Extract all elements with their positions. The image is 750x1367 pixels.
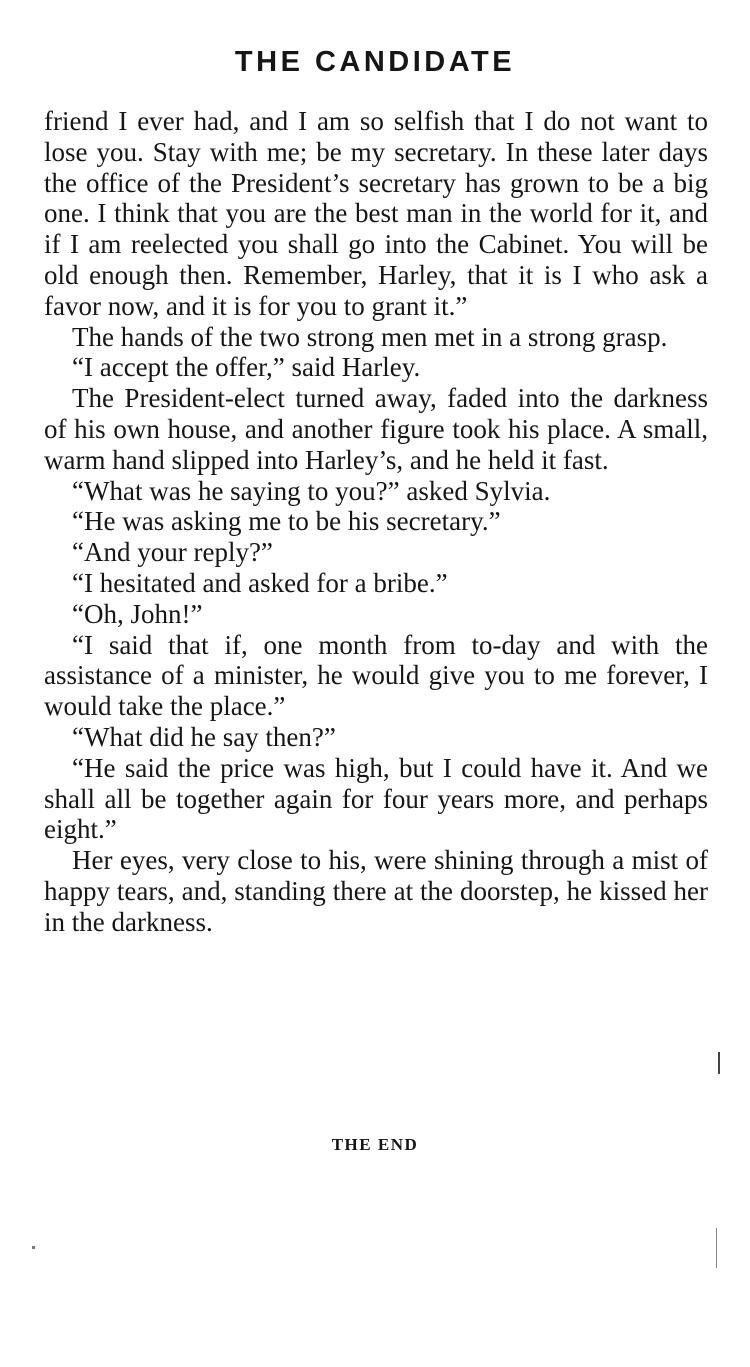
paragraph: The President-elect turned away, faded into the darkness of his own house, and another figure took his place. A small, warm hand slipped into Harley’s, and he held it fast.	[44, 383, 708, 475]
body-text	[44, 106, 708, 938]
paragraph: “Oh, John!”	[72, 598, 203, 629]
paragraph: “I hesitated and asked for a bribe.”	[72, 567, 448, 598]
scan-artifact	[32, 1246, 35, 1249]
paragraph: The hands of the two strong men met in a strong grasp.	[72, 321, 668, 352]
paragraph: “What was he saying to you?” asked Sylvia.	[72, 475, 551, 506]
page-running-title: THE CANDIDATE	[234, 46, 516, 78]
paragraph: “I said that if, one month from to-day and with the assistance of a minister, he would give you to me forever, I would take the place.”	[44, 629, 708, 722]
paragraph: friend I ever had, and I am so selfish that I do not want to lose you. Stay with me; be my secretary. In these later days the office of the President’s secretary has grown to be a big one. I think that you are the best man in the world for it, and if I am reelected you shall go into the Cabinet. You will be old enough then. Remember, Harley, that it is I who ask a favor now, and it is for you to grant it.”	[44, 106, 708, 321]
the-end-label: THE END	[331, 1135, 419, 1154]
paragraph: “I accept the offer,” said Harley.	[72, 352, 421, 383]
paragraph: “What did he say then?”	[72, 721, 336, 752]
scan-artifact	[718, 1052, 720, 1074]
paragraph: “He said the price was high, but I could have it. And we shall all be together again for four years more, and perhaps eight.”	[44, 752, 708, 845]
paragraph: “He was asking me to be his secretary.”	[72, 506, 501, 537]
paragraph: Her eyes, very close to his, were shining through a mist of happy tears, and, standing there at the doorstep, he kissed her in the darkness.	[44, 845, 708, 937]
scan-artifact	[716, 1228, 717, 1268]
paragraph: “And your reply?”	[72, 537, 273, 568]
